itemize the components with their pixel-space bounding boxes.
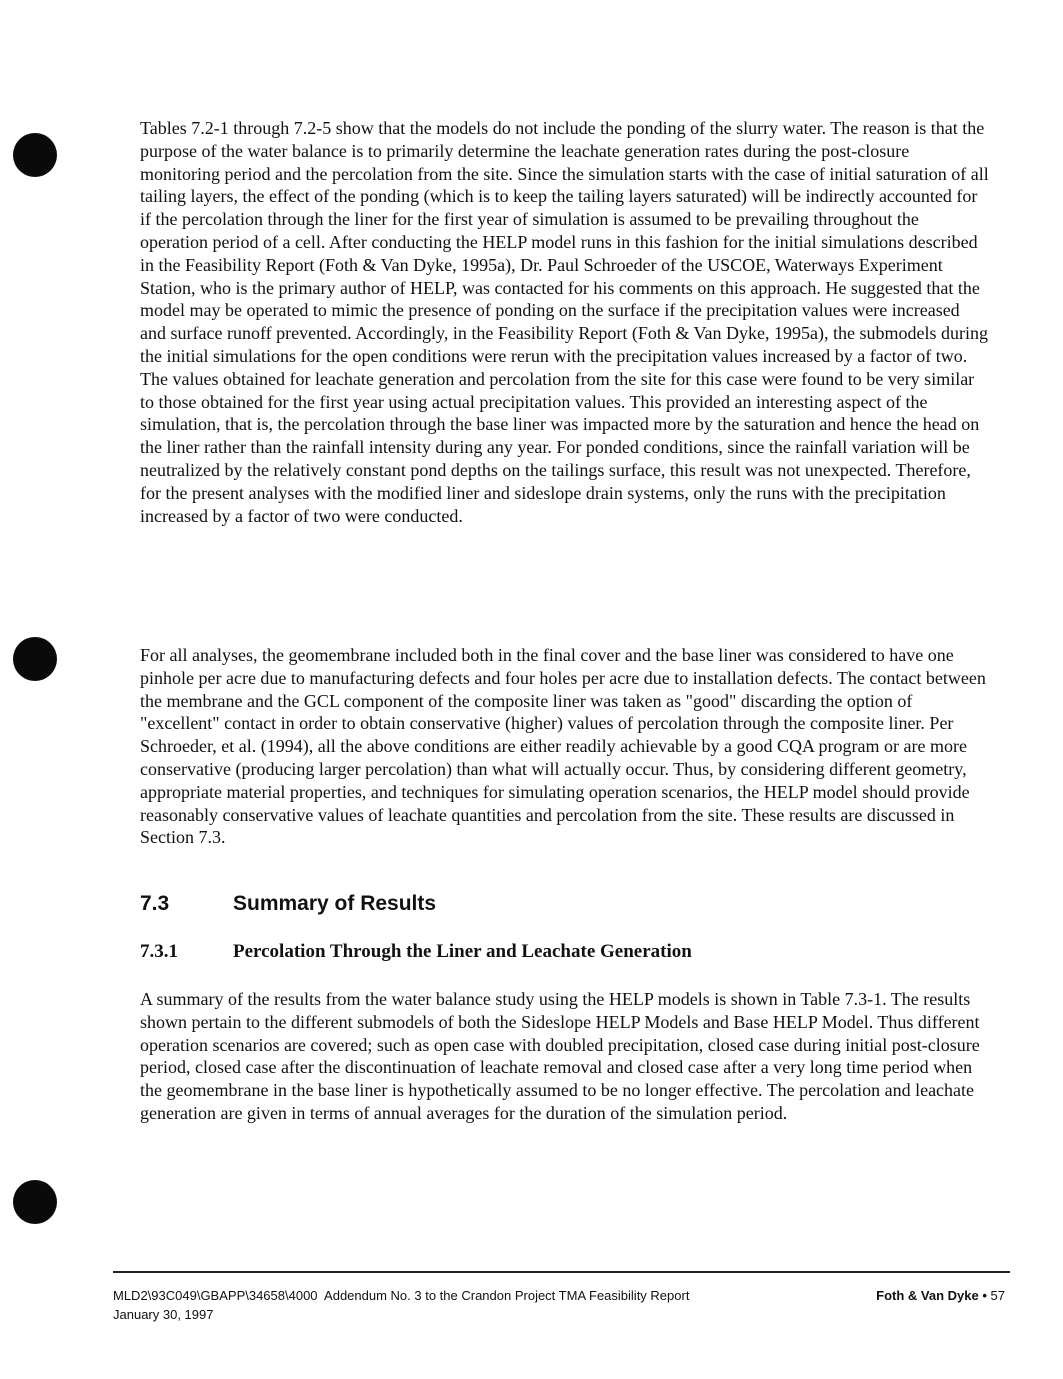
punch-hole-bottom: [13, 1180, 57, 1224]
footer-bullet: •: [982, 1288, 987, 1303]
paragraph-geomembrane-analyses: For all analyses, the geomembrane included both in the final cover and the base liner was considered to have one pinhole per acre due to manufacturing defects and four holes per acre due to installation defects. The contact between the membrane and the GCL component of the composite liner was taken as "good" discarding the option of "excellent" contact in order to obtain conservative (higher) values of percolation through the composite liner. Per Schroeder, et al. (1994), all the above conditions are either readily achievable by a good CQA program or are more conservative (producing larger percolation) than what will actually occur. Thus, by considering different geometry, appropriate material properties, and techniques for simulating operation scenarios, the HELP model should provide reasonably conservative values of leachate quantities and percolation from the site. These results are discussed in Section 7.3.: [140, 645, 986, 848]
footer-left: [113, 1286, 689, 1324]
footer-divider: [113, 1271, 1010, 1273]
footer-doc-line: [113, 1286, 689, 1305]
section-title: Percolation Through the Liner and Leachate Generation: [233, 941, 692, 962]
footer-page-number: 57: [990, 1288, 1005, 1303]
footer-doc-path: MLD2\93C049\GBAPP\34658\4000: [113, 1288, 318, 1303]
section-heading-7-3: [140, 892, 436, 916]
section-number: 7.3: [140, 892, 170, 915]
section-number: 7.3.1: [140, 941, 178, 962]
footer-right: [876, 1286, 1005, 1305]
footer-company: Foth & Van Dyke: [876, 1288, 979, 1303]
paragraph-results-summary: A summary of the results from the water balance study using the HELP models is shown in Table 7.3-1. The results shown pertain to the different submodels of both the Sideslope HELP Models and Base HELP Model. Thus different operation scenarios are covered; such as open case with doubled precipitation, closed case during initial post-closure period, closed case after the discontinuation of leachate removal and closed case after a very long time period when the geomembrane in the base liner is hypothetically assumed to be no longer effective. The percolation and leachate generation are given in terms of annual averages for the duration of the simulation period.: [140, 989, 980, 1123]
paragraph-ponding-discussion: Tables 7.2-1 through 7.2-5 show that the models do not include the ponding of the slurry water. The reason is that the purpose of the water balance is to primarily determine the leachate generation rates during the post-closure monitoring period and the percolation from the site. Since the simulation starts with the case of initial saturation of all tailing layers, the effect of the ponding (which is to keep the tailing layers saturated) will be indirectly accounted for if the percolation through the liner for the first year of simulation is assumed to be prevailing throughout the operation period of a cell. After conducting the HELP model runs in this fashion for the initial simulations described in the Feasibility Report (Foth & Van Dyke, 1995a), Dr. Paul Schroeder of the USCOE, Waterways Experiment Station, who is the primary author of HELP, was contacted for his comments on this approach. He suggested that the model may be operated to mimic the presence of ponding on the surface if the precipitation values were increased and surface runoff prevented. Accordingly, in the Feasibility Report (Foth & Van Dyke, 1995a), the submodels during the initial simulations for the open conditions were rerun with the precipitation values increased by a factor of two. The values obtained for leachate generation and percolation from the site for this case were found to be very similar to those obtained for the first year using actual precipitation values. This provided an interesting aspect of the simulation, that is, the percolation through the base liner was impacted more by the saturation and hence the head on the liner rather than the rainfall intensity during any year. For ponded conditions, since the rainfall variation will be neutralized by the relatively constant pond depths on the tailings surface, this result was not unexpected. Therefore, for the present analyses with the modified liner and sideslope drain systems, only the runs with the precipitation increased by a factor of two were conducted.: [140, 118, 989, 526]
section-title: Summary of Results: [233, 892, 437, 915]
footer-date: January 30, 1997: [113, 1307, 214, 1322]
footer-doc-title: Addendum No. 3 to the Crandon Project TMA Feasibility Report: [324, 1288, 690, 1303]
punch-hole-middle: [13, 637, 57, 681]
punch-hole-top: [13, 133, 57, 177]
section-heading-7-3-1: [140, 941, 692, 963]
